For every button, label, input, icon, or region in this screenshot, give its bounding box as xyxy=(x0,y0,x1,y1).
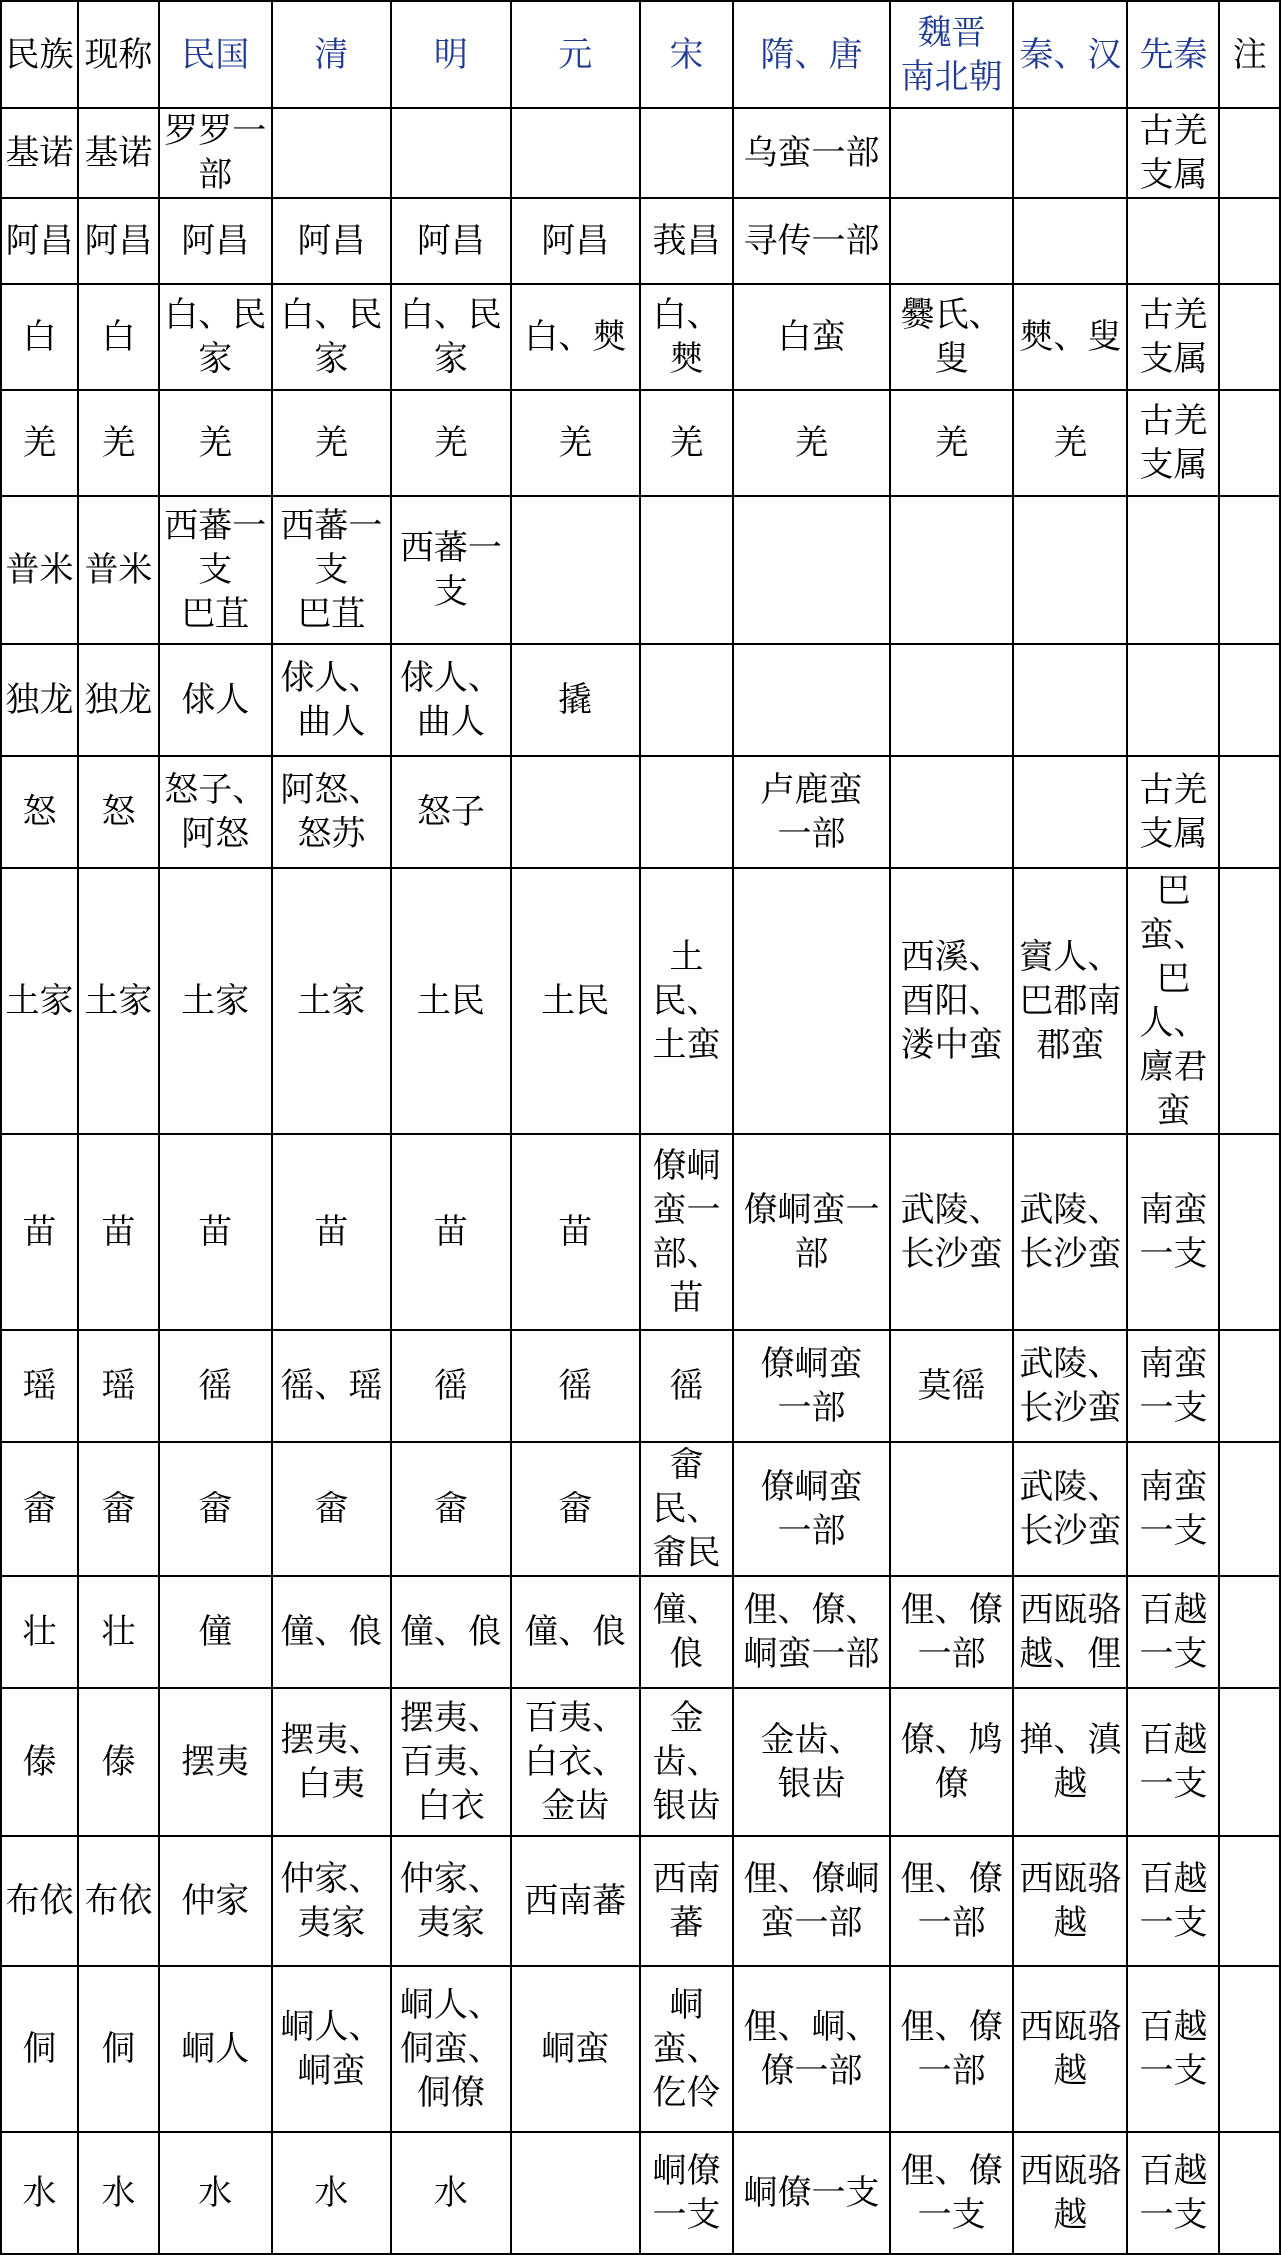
table-cell: 古羌 支属 xyxy=(1127,390,1219,496)
table-row xyxy=(1,496,1280,644)
table-cell: 俚、僚、 峒蛮一部 xyxy=(733,1576,890,1688)
table-cell xyxy=(391,108,511,198)
table-cell: 怒 xyxy=(78,756,159,868)
table-cell: 普米 xyxy=(1,496,78,644)
table-cell: 苗 xyxy=(272,1134,392,1330)
table-cell: 苗 xyxy=(391,1134,511,1330)
table-cell: 土家 xyxy=(159,868,272,1134)
table-cell: 俚、僚 一支 xyxy=(890,2132,1014,2254)
table-cell xyxy=(1219,496,1280,644)
table-cell: 巴蛮、 巴人、 廪君 蛮 xyxy=(1127,868,1219,1134)
table-cell: 瑶 xyxy=(1,1330,78,1442)
table-cell: 侗 xyxy=(1,1966,78,2132)
table-cell: 僚峒 蛮一 部、 苗 xyxy=(640,1134,733,1330)
table-cell: 侗 xyxy=(78,1966,159,2132)
table-cell: 羌 xyxy=(640,390,733,496)
table-cell: 武陵、 长沙蛮 xyxy=(1013,1134,1127,1330)
table-cell: 畲 xyxy=(511,1442,640,1576)
table-cell: 仲家、 夷家 xyxy=(391,1836,511,1966)
table-cell: 百越 一支 xyxy=(1127,1836,1219,1966)
table-row xyxy=(1,1836,1280,1966)
table-cell xyxy=(733,644,890,756)
table-row xyxy=(1,108,1280,198)
table-row xyxy=(1,1134,1280,1330)
table-cell: 土民 xyxy=(391,868,511,1134)
table-cell: 西瓯骆 越 xyxy=(1013,2132,1127,2254)
table-cell: 白 xyxy=(78,284,159,390)
table-cell xyxy=(890,1442,1014,1576)
table-cell: 罗罗一 部 xyxy=(159,108,272,198)
table-cell xyxy=(511,496,640,644)
table-cell: 西瓯骆 越 xyxy=(1013,1836,1127,1966)
table-row xyxy=(1,644,1280,756)
table-row xyxy=(1,756,1280,868)
table-cell xyxy=(1219,1576,1280,1688)
table-row xyxy=(1,198,1280,284)
table-row xyxy=(1,1966,1280,2132)
table-row xyxy=(1,868,1280,1134)
table-cell xyxy=(272,108,392,198)
table-cell: 苗 xyxy=(78,1134,159,1330)
table-cell: 俅人 xyxy=(159,644,272,756)
column-header: 魏晋 南北朝 xyxy=(890,1,1014,108)
table-cell: 白、 僰 xyxy=(640,284,733,390)
table-cell: 僚、鸠 僚 xyxy=(890,1688,1014,1836)
table-cell: 寻传一部 xyxy=(733,198,890,284)
table-cell: 莫徭 xyxy=(890,1330,1014,1442)
table-cell: 水 xyxy=(1,2132,78,2254)
table-cell: 南蛮 一支 xyxy=(1127,1134,1219,1330)
table-cell xyxy=(1013,198,1127,284)
table-cell: 峒人、 峒蛮 xyxy=(272,1966,392,2132)
table-row xyxy=(1,1330,1280,1442)
table-cell xyxy=(511,756,640,868)
table-cell: 古羌 支属 xyxy=(1127,756,1219,868)
table-cell xyxy=(511,2132,640,2254)
table-cell: 南蛮 一支 xyxy=(1127,1330,1219,1442)
table-cell: 西蕃一 支 巴苴 xyxy=(159,496,272,644)
table-cell xyxy=(733,496,890,644)
table-cell: 羌 xyxy=(78,390,159,496)
table-cell: 古羌 支属 xyxy=(1127,284,1219,390)
table-cell: 白 xyxy=(1,284,78,390)
table-cell: 布依 xyxy=(1,1836,78,1966)
table-cell: 俚、峒、 僚一部 xyxy=(733,1966,890,2132)
table-cell: 独龙 xyxy=(1,644,78,756)
table-cell xyxy=(1219,868,1280,1134)
table-cell xyxy=(1219,1330,1280,1442)
table-cell: 西蕃一 支 xyxy=(391,496,511,644)
table-cell xyxy=(1013,644,1127,756)
table-cell: 徭 xyxy=(511,1330,640,1442)
column-header: 先秦 xyxy=(1127,1,1219,108)
table-cell: 徭 xyxy=(159,1330,272,1442)
table-cell: 僮、 俍 xyxy=(640,1576,733,1688)
table-cell xyxy=(1013,496,1127,644)
table-cell xyxy=(640,108,733,198)
table-cell: 羌 xyxy=(511,390,640,496)
table-cell: 苗 xyxy=(159,1134,272,1330)
table-header xyxy=(1,1,1280,108)
table-cell: 古羌 支属 xyxy=(1127,108,1219,198)
table-cell: 徭 xyxy=(391,1330,511,1442)
table-cell: 白、民 家 xyxy=(272,284,392,390)
table-cell: 西南蕃 xyxy=(511,1836,640,1966)
table-cell: 西瓯骆 越 xyxy=(1013,1966,1127,2132)
column-header: 民族 xyxy=(1,1,78,108)
table-cell: 阿昌 xyxy=(511,198,640,284)
table-cell xyxy=(733,868,890,1134)
table-cell: 爨氏、 叟 xyxy=(890,284,1014,390)
column-header: 秦、汉 xyxy=(1013,1,1127,108)
table-cell: 百越 一支 xyxy=(1127,1966,1219,2132)
table-cell: 畲 xyxy=(159,1442,272,1576)
table-cell: 百越 一支 xyxy=(1127,1688,1219,1836)
table-cell: 百夷、 白衣、 金齿 xyxy=(511,1688,640,1836)
table-cell: 武陵、 长沙蛮 xyxy=(1013,1330,1127,1442)
table-cell: 土民 xyxy=(511,868,640,1134)
table-cell xyxy=(1219,390,1280,496)
table-cell xyxy=(890,198,1014,284)
table-cell: 徭、瑶 xyxy=(272,1330,392,1442)
table-cell: 阿昌 xyxy=(272,198,392,284)
table-cell: 俚、僚 一部 xyxy=(890,1576,1014,1688)
table-cell: 西瓯骆 越、俚 xyxy=(1013,1576,1127,1688)
table-cell: 俚、僚峒 蛮一部 xyxy=(733,1836,890,1966)
table-cell: 峒僚一支 xyxy=(733,2132,890,2254)
table-cell xyxy=(1219,756,1280,868)
table-cell: 水 xyxy=(391,2132,511,2254)
table-cell: 土家 xyxy=(1,868,78,1134)
table-cell: 僚峒蛮一 部 xyxy=(733,1134,890,1330)
table-cell: 羌 xyxy=(890,390,1014,496)
column-header: 民国 xyxy=(159,1,272,108)
table-cell: 僚峒蛮 一部 xyxy=(733,1330,890,1442)
table-cell: 百越 一支 xyxy=(1127,1576,1219,1688)
table-cell: 畲 xyxy=(272,1442,392,1576)
table-row xyxy=(1,1576,1280,1688)
column-header: 现称 xyxy=(78,1,159,108)
table-cell: 畲民、 畬民 xyxy=(640,1442,733,1576)
table-cell: 畲 xyxy=(391,1442,511,1576)
table-cell xyxy=(640,756,733,868)
table-cell: 百越 一支 xyxy=(1127,2132,1219,2254)
table-cell xyxy=(1219,1134,1280,1330)
table-cell: 金齿、 银齿 xyxy=(640,1688,733,1836)
table-cell xyxy=(890,496,1014,644)
table-cell xyxy=(640,496,733,644)
table-cell: 僰、叟 xyxy=(1013,284,1127,390)
table-body xyxy=(1,108,1280,2254)
table-cell xyxy=(890,644,1014,756)
table-cell: 摆夷、 白夷 xyxy=(272,1688,392,1836)
table-cell: 仲家 xyxy=(159,1836,272,1966)
table-cell: 俅人、 曲人 xyxy=(272,644,392,756)
table-cell: 僮 xyxy=(159,1576,272,1688)
table-row xyxy=(1,1688,1280,1836)
table-cell: 乌蛮一部 xyxy=(733,108,890,198)
column-header: 元 xyxy=(511,1,640,108)
table-cell: 水 xyxy=(159,2132,272,2254)
table-cell: 西溪、 酉阳、 溇中蛮 xyxy=(890,868,1014,1134)
table-cell: 峒蛮 xyxy=(511,1966,640,2132)
table-cell: 僮、俍 xyxy=(511,1576,640,1688)
table-cell: 苗 xyxy=(1,1134,78,1330)
table-cell: 僮、俍 xyxy=(391,1576,511,1688)
table-cell: 怒 xyxy=(1,756,78,868)
table-cell: 白、民 家 xyxy=(159,284,272,390)
table-cell: 僮、俍 xyxy=(272,1576,392,1688)
table-cell xyxy=(1219,284,1280,390)
table-cell: 布依 xyxy=(78,1836,159,1966)
table-cell: 羌 xyxy=(391,390,511,496)
table-cell: 徭 xyxy=(640,1330,733,1442)
table-cell: 白、民 家 xyxy=(391,284,511,390)
table-cell: 畲 xyxy=(1,1442,78,1576)
table-cell: 怒子 xyxy=(391,756,511,868)
table-cell: 阿怒、 怒苏 xyxy=(272,756,392,868)
table-cell xyxy=(1219,1966,1280,2132)
table-cell xyxy=(1013,756,1127,868)
table-cell: 壮 xyxy=(78,1576,159,1688)
table-cell: 金齿、 银齿 xyxy=(733,1688,890,1836)
table-cell: 瑶 xyxy=(78,1330,159,1442)
table-cell: 阿昌 xyxy=(391,198,511,284)
table-cell: 阿昌 xyxy=(78,198,159,284)
table-cell xyxy=(1219,108,1280,198)
table-row xyxy=(1,284,1280,390)
table-cell: 普米 xyxy=(78,496,159,644)
column-header: 明 xyxy=(391,1,511,108)
table-cell: 仲家、 夷家 xyxy=(272,1836,392,1966)
table-cell: 俚、僚 一部 xyxy=(890,1966,1014,2132)
table-cell xyxy=(1013,108,1127,198)
table-cell: 白、僰 xyxy=(511,284,640,390)
table-cell: 摆夷、 百夷、 白衣 xyxy=(391,1688,511,1836)
column-header: 清 xyxy=(272,1,392,108)
column-header: 注 xyxy=(1219,1,1280,108)
table-cell: 土民、 土蛮 xyxy=(640,868,733,1134)
table-cell: 羌 xyxy=(733,390,890,496)
table-cell: 撬 xyxy=(511,644,640,756)
table-cell: 独龙 xyxy=(78,644,159,756)
table-cell xyxy=(1219,198,1280,284)
table-cell xyxy=(1219,644,1280,756)
table-cell: 壮 xyxy=(1,1576,78,1688)
table-cell: 怒子、 阿怒 xyxy=(159,756,272,868)
table-cell xyxy=(511,108,640,198)
table-cell xyxy=(1127,644,1219,756)
table-cell: 西蕃一 支 巴苴 xyxy=(272,496,392,644)
table-cell: 峒人、 侗蛮、 侗僚 xyxy=(391,1966,511,2132)
table-cell: 南蛮 一支 xyxy=(1127,1442,1219,1576)
table-cell: 俅人、 曲人 xyxy=(391,644,511,756)
table-cell: 掸、滇 越 xyxy=(1013,1688,1127,1836)
table-cell: 土家 xyxy=(272,868,392,1134)
table-cell: 俚、僚 一部 xyxy=(890,1836,1014,1966)
table-cell: 基诺 xyxy=(78,108,159,198)
table-row xyxy=(1,390,1280,496)
table-cell: 苗 xyxy=(511,1134,640,1330)
table-cell: 羌 xyxy=(1,390,78,496)
table-cell: 卢鹿蛮 一部 xyxy=(733,756,890,868)
table-cell: 土家 xyxy=(78,868,159,1134)
table-cell: 西南 蕃 xyxy=(640,1836,733,1966)
table-cell: 賨人、 巴郡南 郡蛮 xyxy=(1013,868,1127,1134)
table-cell: 阿昌 xyxy=(159,198,272,284)
table-cell: 峒蛮、 仡伶 xyxy=(640,1966,733,2132)
table-cell xyxy=(890,756,1014,868)
column-header: 宋 xyxy=(640,1,733,108)
table-cell xyxy=(1127,198,1219,284)
table-cell: 僚峒蛮 一部 xyxy=(733,1442,890,1576)
table-cell: 莪昌 xyxy=(640,198,733,284)
table-row xyxy=(1,2132,1280,2254)
table-cell: 傣 xyxy=(1,1688,78,1836)
table-cell: 羌 xyxy=(1013,390,1127,496)
table-cell: 羌 xyxy=(159,390,272,496)
table-cell: 水 xyxy=(272,2132,392,2254)
table-cell: 基诺 xyxy=(1,108,78,198)
table-cell xyxy=(1219,1442,1280,1576)
table-cell: 峒人 xyxy=(159,1966,272,2132)
table-cell: 畲 xyxy=(78,1442,159,1576)
table-cell: 武陵、 长沙蛮 xyxy=(890,1134,1014,1330)
table-cell xyxy=(1219,1836,1280,1966)
table-cell: 傣 xyxy=(78,1688,159,1836)
table-cell: 白蛮 xyxy=(733,284,890,390)
table-cell xyxy=(1219,1688,1280,1836)
table-cell: 武陵、 长沙蛮 xyxy=(1013,1442,1127,1576)
column-header: 隋、唐 xyxy=(733,1,890,108)
table-cell xyxy=(1219,2132,1280,2254)
table-cell xyxy=(890,108,1014,198)
table-cell xyxy=(640,644,733,756)
table-cell: 摆夷 xyxy=(159,1688,272,1836)
table-cell: 阿昌 xyxy=(1,198,78,284)
table-cell xyxy=(1127,496,1219,644)
table-row xyxy=(1,1442,1280,1576)
table-cell: 峒僚 一支 xyxy=(640,2132,733,2254)
table-cell: 水 xyxy=(78,2132,159,2254)
table-cell: 羌 xyxy=(272,390,392,496)
